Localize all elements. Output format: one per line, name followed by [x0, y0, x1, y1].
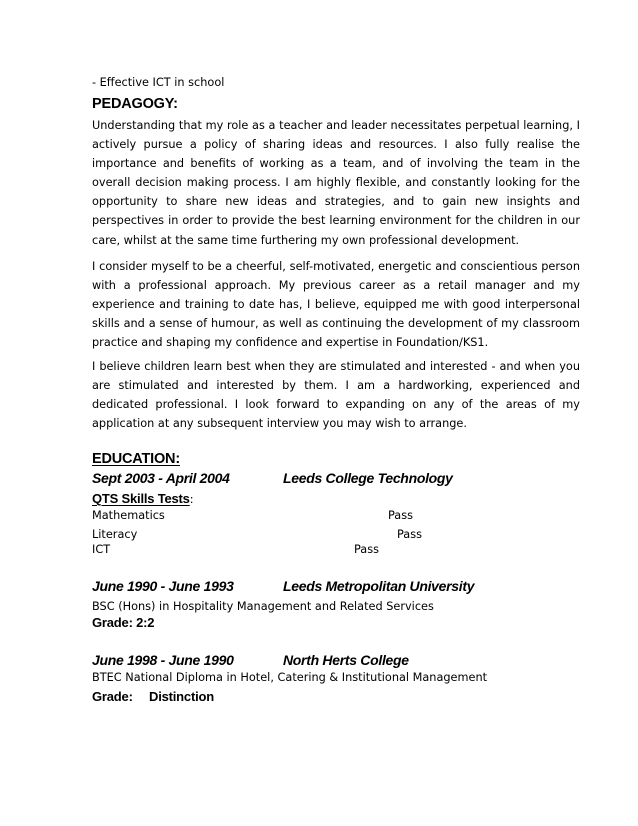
entry3-institution: North Herts College — [283, 652, 409, 668]
education-heading: EDUCATION: — [92, 451, 180, 467]
pedagogy-paragraph-2: I consider myself to be a cheerful, self-motivated, energetic and conscientious person with a professional approach. My previous career as a retail manager and my experience and training to date has, I believe, equipped me with good interpersonal skills and a sense of humour, as well as continuing the development of my classroom practice and shaping my confidence and expertise in Foundation/KS1. — [92, 260, 580, 350]
result-subject-literacy: Literacy — [92, 528, 138, 541]
entry3-course: BTEC National Diploma in Hotel, Catering & Institutional Management — [92, 671, 488, 684]
entry3-grade-label: Grade: — [92, 689, 133, 704]
result-value-literacy: Pass — [397, 528, 422, 541]
entry1-dates: Sept 2003 - April 2004 — [92, 470, 230, 486]
qts-colon: : — [189, 493, 194, 506]
result-subject-mathematics: Mathematics — [92, 509, 165, 522]
result-subject-ict: ICT — [92, 543, 111, 556]
intro-bullet: - Effective ICT in school — [92, 76, 225, 89]
result-value-ict: Pass — [354, 543, 379, 556]
result-value-mathematics: Pass — [388, 509, 413, 522]
entry2-dates: June 1990 - June 1993 — [92, 578, 234, 594]
qts-skills-tests-label: QTS Skills Tests — [92, 491, 190, 506]
entry3-dates: June 1998 - June 1990 — [92, 652, 234, 668]
entry2-grade: Grade: 2:2 — [92, 615, 155, 630]
entry2-institution: Leeds Metropolitan University — [283, 578, 475, 594]
qts-skills-tests-heading — [92, 491, 193, 506]
entry1-institution: Leeds College Technology — [283, 470, 453, 486]
entry3-grade-value: Distinction — [149, 689, 214, 704]
entry2-course: BSC (Hons) in Hospitality Management and Related Services — [92, 600, 434, 613]
pedagogy-heading: PEDAGOGY: — [92, 96, 178, 112]
pedagogy-paragraph-3: I believe children learn best when they are stimulated and interested - and when you are stimulated and interested by them. I am a hardworking, experienced and dedicated professional. I look forward to expanding on any of the areas of my application at any subsequent interview you may wish to arrange. — [92, 360, 580, 431]
pedagogy-paragraph-1: Understanding that my role as a teacher and leader necessitates perpetual learning, I actively pursue a policy of sharing ideas and resources. I also fully realise the importance and benefits of working as a team, and of involving the team in the overall decision making process. I am highly flexible, and constantly looking for the opportunity to share new ideas and strategies, and to gain new insights and perspectives in order to provide the best learning environment for the children in our care, whilst at the same time furthering my own professional development. — [92, 119, 580, 247]
